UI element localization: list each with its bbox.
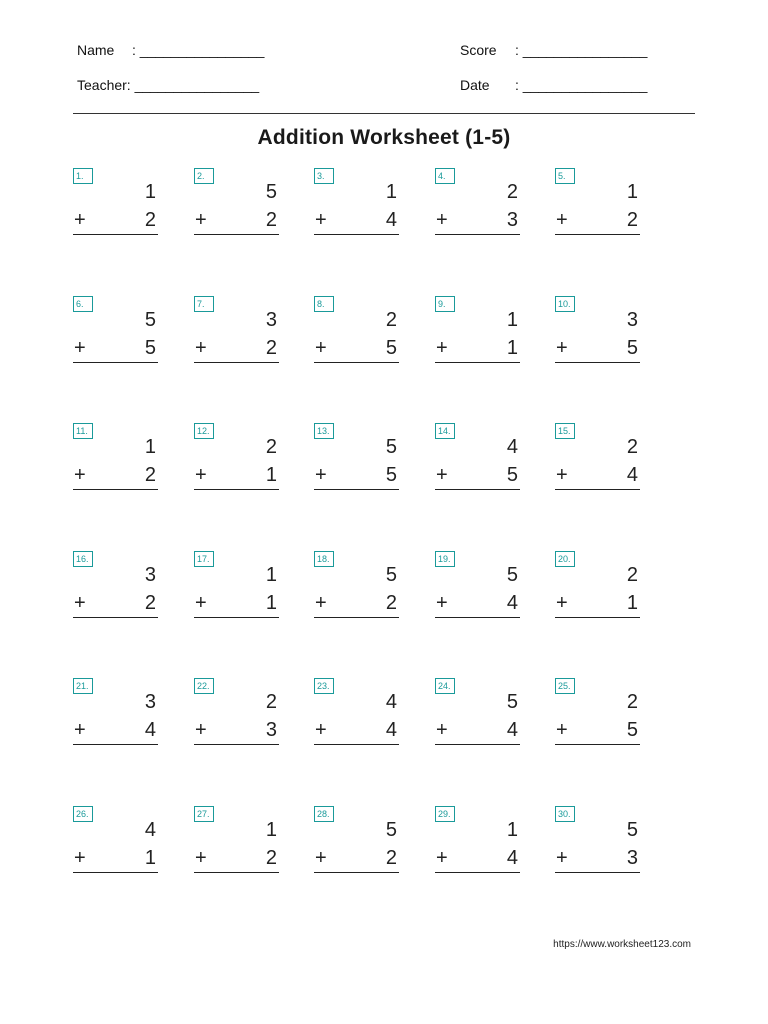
answer-line[interactable] (73, 489, 158, 490)
problem-bottom-addend: 3 (626, 847, 638, 869)
problem-bottom-addend: 2 (385, 592, 397, 614)
date-label: Date (460, 77, 490, 93)
problem-item (194, 551, 280, 623)
problem-top-addend: 3 (265, 309, 277, 331)
problem-number: 12. (194, 423, 214, 439)
problem-number: 26. (73, 806, 93, 822)
problem-item (555, 806, 641, 878)
plus-operator: + (556, 337, 568, 359)
problem-item (73, 551, 159, 623)
problem-top-addend: 1 (506, 819, 518, 841)
problem-top-addend: 5 (265, 181, 277, 203)
plus-operator: + (436, 592, 448, 614)
plus-operator: + (74, 719, 86, 741)
problem-bottom-addend: 1 (626, 592, 638, 614)
problem-bottom-addend: 3 (265, 719, 277, 741)
problem-top-addend: 3 (626, 309, 638, 331)
problem-top-addend: 2 (626, 436, 638, 458)
problem-number: 1. (73, 168, 93, 184)
problem-bottom-addend: 3 (506, 209, 518, 231)
problem-number: 19. (435, 551, 455, 567)
plus-operator: + (315, 209, 327, 231)
answer-line[interactable] (555, 362, 640, 363)
problem-bottom-addend: 4 (385, 209, 397, 231)
plus-operator: + (556, 719, 568, 741)
problem-bottom-addend: 2 (144, 592, 156, 614)
problem-number: 17. (194, 551, 214, 567)
score-colon: : (515, 42, 519, 58)
problem-item (314, 168, 400, 240)
plus-operator: + (556, 464, 568, 486)
plus-operator: + (74, 337, 86, 359)
plus-operator: + (436, 209, 448, 231)
answer-line[interactable] (194, 872, 279, 873)
problem-top-addend: 4 (506, 436, 518, 458)
problem-top-addend: 5 (385, 564, 397, 586)
problem-top-addend: 5 (506, 564, 518, 586)
plus-operator: + (195, 719, 207, 741)
problem-number: 4. (435, 168, 455, 184)
problem-number: 13. (314, 423, 334, 439)
problem-item (435, 806, 521, 878)
answer-line[interactable] (435, 362, 520, 363)
problem-item (314, 423, 400, 495)
problem-item (314, 806, 400, 878)
problem-number: 9. (435, 296, 455, 312)
name-label: Name (77, 42, 115, 58)
problem-item (194, 423, 280, 495)
problem-bottom-addend: 5 (144, 337, 156, 359)
problem-item (555, 678, 641, 750)
problem-top-addend: 5 (506, 691, 518, 713)
answer-line[interactable] (555, 617, 640, 618)
plus-operator: + (315, 719, 327, 741)
problem-number: 20. (555, 551, 575, 567)
problem-item (194, 678, 280, 750)
answer-line[interactable] (435, 234, 520, 235)
problem-top-addend: 2 (626, 691, 638, 713)
problem-top-addend: 1 (144, 181, 156, 203)
problem-number: 30. (555, 806, 575, 822)
answer-line[interactable] (555, 234, 640, 235)
problem-item (435, 296, 521, 368)
problem-bottom-addend: 1 (506, 337, 518, 359)
footer-url[interactable]: https://www.worksheet123.com (553, 939, 691, 950)
problem-number: 24. (435, 678, 455, 694)
answer-line[interactable] (73, 872, 158, 873)
problem-item (73, 168, 159, 240)
problem-number: 28. (314, 806, 334, 822)
problem-number: 23. (314, 678, 334, 694)
teacher-blank[interactable]: ________________ (134, 77, 260, 93)
problem-top-addend: 1 (265, 819, 277, 841)
problem-number: 22. (194, 678, 214, 694)
problem-number: 29. (435, 806, 455, 822)
answer-line[interactable] (73, 744, 158, 745)
problem-top-addend: 5 (626, 819, 638, 841)
answer-line[interactable] (314, 234, 399, 235)
problem-bottom-addend: 2 (144, 209, 156, 231)
problem-top-addend: 5 (385, 819, 397, 841)
plus-operator: + (195, 337, 207, 359)
plus-operator: + (556, 209, 568, 231)
problem-bottom-addend: 5 (506, 464, 518, 486)
problem-top-addend: 3 (144, 564, 156, 586)
problem-top-addend: 2 (385, 309, 397, 331)
problem-number: 2. (194, 168, 214, 184)
problem-bottom-addend: 4 (144, 719, 156, 741)
problem-top-addend: 1 (385, 181, 397, 203)
plus-operator: + (315, 337, 327, 359)
problem-top-addend: 2 (265, 691, 277, 713)
problem-top-addend: 4 (385, 691, 397, 713)
problem-bottom-addend: 4 (506, 719, 518, 741)
problem-bottom-addend: 2 (144, 464, 156, 486)
problem-bottom-addend: 4 (385, 719, 397, 741)
problem-bottom-addend: 5 (626, 719, 638, 741)
problem-bottom-addend: 4 (626, 464, 638, 486)
date-blank[interactable]: ________________ (522, 77, 648, 93)
problem-bottom-addend: 2 (265, 337, 277, 359)
problem-item (555, 551, 641, 623)
problem-item (314, 296, 400, 368)
answer-line[interactable] (555, 489, 640, 490)
plus-operator: + (436, 337, 448, 359)
answer-line[interactable] (194, 744, 279, 745)
problem-number: 21. (73, 678, 93, 694)
problem-number: 27. (194, 806, 214, 822)
problem-item (194, 296, 280, 368)
problem-item (73, 296, 159, 368)
problem-bottom-addend: 5 (385, 337, 397, 359)
problem-top-addend: 4 (144, 819, 156, 841)
plus-operator: + (315, 464, 327, 486)
problem-item (314, 551, 400, 623)
problem-top-addend: 5 (144, 309, 156, 331)
problem-item (555, 423, 641, 495)
problem-number: 10. (555, 296, 575, 312)
answer-line[interactable] (435, 617, 520, 618)
problem-item (73, 678, 159, 750)
worksheet-title: Addition Worksheet (1-5) (257, 126, 511, 149)
problem-number: 11. (73, 423, 93, 439)
plus-operator: + (436, 847, 448, 869)
plus-operator: + (74, 592, 86, 614)
plus-operator: + (556, 592, 568, 614)
problem-bottom-addend: 2 (626, 209, 638, 231)
answer-line[interactable] (314, 489, 399, 490)
answer-line[interactable] (314, 872, 399, 873)
answer-line[interactable] (194, 617, 279, 618)
plus-operator: + (436, 719, 448, 741)
problem-item (435, 551, 521, 623)
problem-top-addend: 1 (265, 564, 277, 586)
plus-operator: + (74, 464, 86, 486)
answer-line[interactable] (73, 617, 158, 618)
problem-item (73, 423, 159, 495)
plus-operator: + (436, 464, 448, 486)
name-colon: : (132, 42, 136, 58)
problem-bottom-addend: 5 (626, 337, 638, 359)
problem-number: 5. (555, 168, 575, 184)
problem-top-addend: 5 (385, 436, 397, 458)
problem-item (194, 168, 280, 240)
answer-line[interactable] (73, 234, 158, 235)
name-blank[interactable]: ________________ (139, 42, 265, 58)
answer-line[interactable] (194, 489, 279, 490)
problem-top-addend: 1 (626, 181, 638, 203)
plus-operator: + (315, 847, 327, 869)
problem-item (435, 423, 521, 495)
problem-bottom-addend: 1 (265, 592, 277, 614)
teacher-label: Teacher: (77, 77, 131, 93)
answer-line[interactable] (314, 362, 399, 363)
answer-line[interactable] (314, 744, 399, 745)
problem-top-addend: 3 (144, 691, 156, 713)
score-label: Score (460, 42, 497, 58)
answer-line[interactable] (194, 234, 279, 235)
date-colon: : (515, 77, 519, 93)
problem-top-addend: 1 (144, 436, 156, 458)
problem-number: 8. (314, 296, 334, 312)
problem-item (314, 678, 400, 750)
score-blank[interactable]: ________________ (522, 42, 648, 58)
problem-item (435, 678, 521, 750)
problem-item (435, 168, 521, 240)
plus-operator: + (74, 847, 86, 869)
plus-operator: + (556, 847, 568, 869)
problem-item (73, 806, 159, 878)
answer-line[interactable] (435, 744, 520, 745)
plus-operator: + (315, 592, 327, 614)
answer-line[interactable] (435, 872, 520, 873)
problem-number: 25. (555, 678, 575, 694)
problem-top-addend: 2 (506, 181, 518, 203)
answer-line[interactable] (555, 744, 640, 745)
plus-operator: + (74, 209, 86, 231)
problem-bottom-addend: 1 (144, 847, 156, 869)
problem-number: 16. (73, 551, 93, 567)
problem-bottom-addend: 2 (265, 209, 277, 231)
problem-number: 14. (435, 423, 455, 439)
problem-item (194, 806, 280, 878)
answer-line[interactable] (73, 362, 158, 363)
problem-number: 15. (555, 423, 575, 439)
problem-item (555, 168, 641, 240)
problem-bottom-addend: 4 (506, 847, 518, 869)
problem-top-addend: 1 (506, 309, 518, 331)
plus-operator: + (195, 592, 207, 614)
answer-line[interactable] (555, 872, 640, 873)
problem-top-addend: 2 (265, 436, 277, 458)
plus-operator: + (195, 464, 207, 486)
answer-line[interactable] (435, 489, 520, 490)
problem-top-addend: 2 (626, 564, 638, 586)
plus-operator: + (195, 209, 207, 231)
problem-number: 7. (194, 296, 214, 312)
answer-line[interactable] (194, 362, 279, 363)
problem-bottom-addend: 1 (265, 464, 277, 486)
problem-bottom-addend: 2 (265, 847, 277, 869)
problem-bottom-addend: 4 (506, 592, 518, 614)
problem-bottom-addend: 2 (385, 847, 397, 869)
problem-number: 6. (73, 296, 93, 312)
answer-line[interactable] (314, 617, 399, 618)
plus-operator: + (195, 847, 207, 869)
problem-item (555, 296, 641, 368)
problem-number: 18. (314, 551, 334, 567)
problem-number: 3. (314, 168, 334, 184)
problem-bottom-addend: 5 (385, 464, 397, 486)
